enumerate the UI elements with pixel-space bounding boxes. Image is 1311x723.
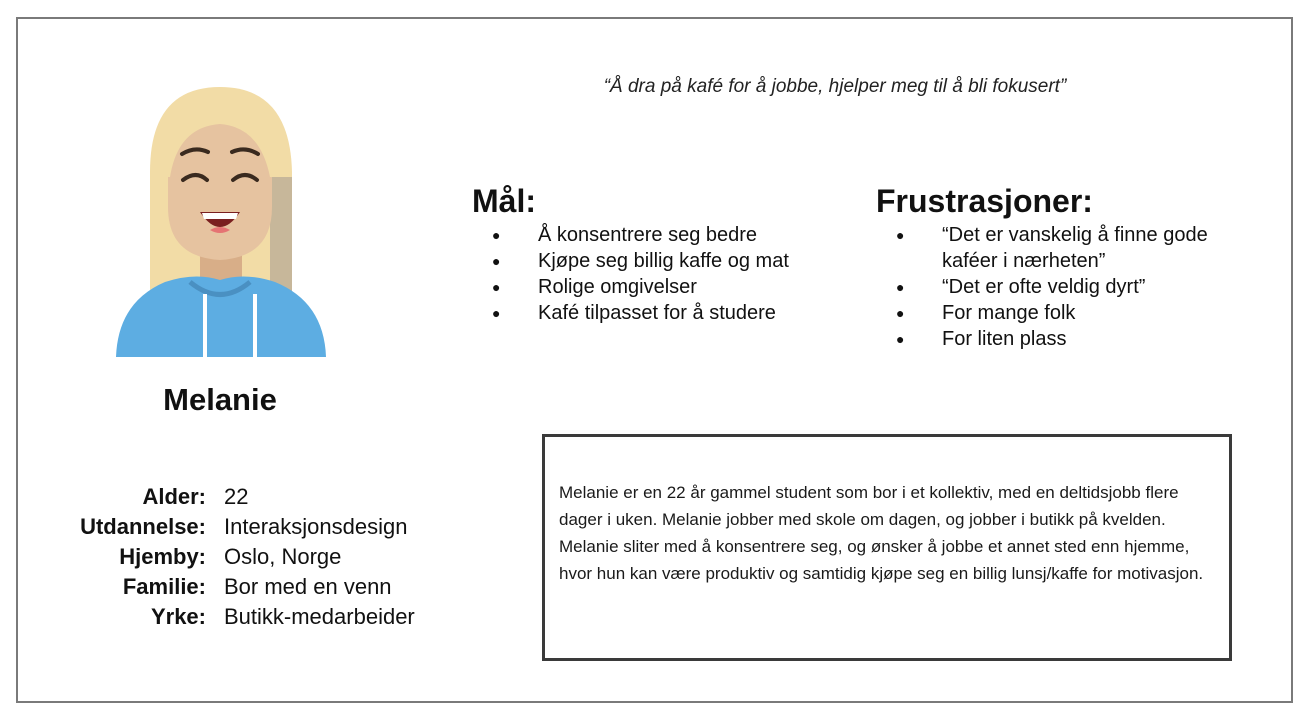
hometown-value: Oslo, Norge xyxy=(224,544,342,569)
demographic-row-education xyxy=(40,512,415,542)
goals-list xyxy=(492,222,852,326)
demographic-row-family xyxy=(40,572,415,602)
demographics xyxy=(40,482,415,632)
occupation-value: Butikk-medarbeider xyxy=(224,604,415,629)
goals-title: Mål: xyxy=(472,183,536,219)
persona-name: Melanie xyxy=(163,382,277,417)
bio-text: Melanie er en 22 år gammel student som bor i et kollektiv, med en deltidsjobb flere dager i uken. Melanie jobber med skole om dagen, og jobber i butikk på kvelden. Melanie sliter med å konsentrere seg, og ønsker å jobbe et annet sted enn hjemme, hvor hun kan være produktiv og samtidig kjøpe seg en billig lunsj/kaffe for motivasjon. xyxy=(559,483,1204,583)
age-value: 22 xyxy=(224,484,249,509)
persona-avatar-icon xyxy=(110,82,330,362)
demographic-row-hometown xyxy=(40,542,415,572)
frustration-item: ● “Det er vanskelig å finne gode kaféer i nærheten” xyxy=(896,222,1246,274)
hometown-label: Hjemby: xyxy=(119,544,206,569)
frustration-item: ● For liten plass xyxy=(896,326,1246,352)
goal-item: ● Rolige omgivelser xyxy=(492,274,852,300)
bio-box xyxy=(542,434,1232,661)
occupation-label: Yrke: xyxy=(150,604,206,629)
frustrations-list xyxy=(896,222,1246,352)
family-value: Bor med en venn xyxy=(224,574,392,599)
education-label: Utdannelse: xyxy=(80,514,206,539)
age-label: Alder: xyxy=(142,484,206,509)
demographic-row-occupation xyxy=(40,602,415,632)
goal-item: ● Kafé tilpasset for å studere xyxy=(492,300,852,326)
goal-item: ● Å konsentrere seg bedre xyxy=(492,222,852,248)
frustration-item: ● For mange folk xyxy=(896,300,1246,326)
family-label: Familie: xyxy=(122,574,206,599)
goal-item: ● Kjøpe seg billig kaffe og mat xyxy=(492,248,852,274)
demographic-row-age xyxy=(40,482,415,512)
frustration-item: ● “Det er ofte veldig dyrt” xyxy=(896,274,1246,300)
persona-quote: “Å dra på kafé for å jobbe, hjelper meg til å bli fokusert” xyxy=(603,76,1067,97)
frustrations-title: Frustrasjoner: xyxy=(876,183,1093,219)
education-value: Interaksjonsdesign xyxy=(224,514,408,539)
